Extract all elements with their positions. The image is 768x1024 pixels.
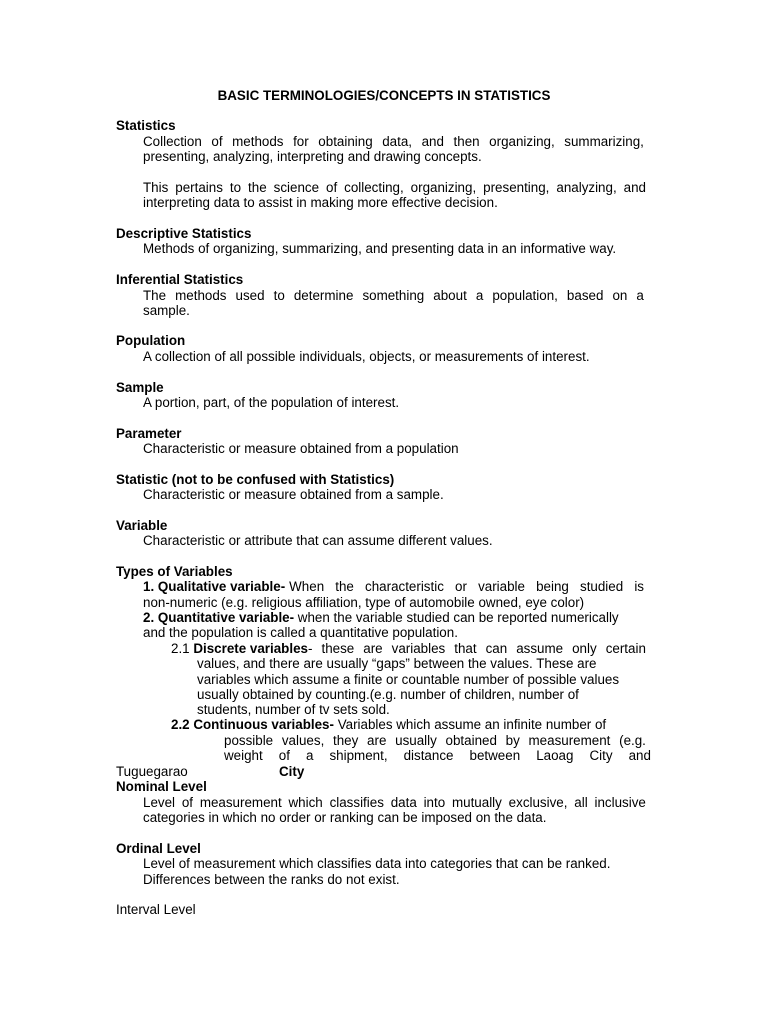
continuous-variables-text: Variables which assume an infinite number of: [333, 717, 607, 732]
variable-heading: Variable: [116, 518, 168, 533]
nominal-level-heading: Nominal Level: [116, 779, 207, 794]
descriptive-statistics-heading: Descriptive Statistics: [116, 226, 252, 241]
justified-word: used: [235, 288, 265, 303]
justified-word: When: [289, 579, 325, 594]
justified-word: obtaining: [318, 134, 373, 149]
justified-word: exclusive,: [508, 795, 568, 810]
justified-word: of: [278, 748, 290, 763]
justified-word: of: [326, 180, 338, 195]
justified-word: a: [475, 288, 484, 303]
sample-definition: A portion, part, of the population of interest.: [143, 395, 400, 410]
qualitative-variable-line-2: non-numeric (e.g. religious affiliation, type of automobile owned, eye color): [143, 595, 585, 610]
justified-word: classifies: [329, 795, 384, 810]
justified-word: shipment,: [329, 748, 388, 763]
justified-word: measurement: [199, 795, 282, 810]
justified-word: are: [363, 641, 383, 656]
inferential-statistics-line-2: sample.: [143, 303, 190, 318]
justified-word: studied: [580, 579, 624, 594]
statistics-definition-line-2: presenting, analyzing, interpreting and drawing concepts.: [143, 149, 482, 164]
justified-word: inclusive: [594, 795, 646, 810]
justified-word: and: [421, 134, 444, 149]
justified-word: that: [454, 641, 477, 656]
quantitative-variable-label: 2. Quantitative variable-: [143, 610, 295, 625]
justified-word: of: [211, 134, 223, 149]
sample-heading: Sample: [116, 380, 164, 395]
justified-word: collecting,: [344, 180, 404, 195]
justified-word: all: [574, 795, 588, 810]
statistics-heading: Statistics: [116, 118, 176, 133]
discrete-variables-line-1: [171, 641, 646, 656]
continuous-variables-line-2: [224, 733, 646, 748]
justified-word: variable: [478, 579, 525, 594]
justified-word: between: [469, 748, 521, 763]
discrete-variables-number: 2.1: [171, 641, 194, 656]
justified-word: assume: [516, 641, 564, 656]
continuous-variables-line-4-place: Tuguegarao: [116, 764, 188, 779]
justified-word: are: [367, 733, 387, 748]
justified-word: -: [307, 641, 313, 656]
justified-word: the: [335, 579, 354, 594]
statistic-definition: Characteristic or measure obtained from a sample.: [143, 487, 444, 502]
justified-word: for: [293, 134, 309, 149]
qualitative-variable-line-1: [143, 579, 644, 594]
justified-word: then: [453, 134, 480, 149]
justified-word: weight: [224, 748, 263, 763]
justified-word: a: [305, 748, 314, 763]
justified-word: about: [433, 288, 467, 303]
justified-word: a: [636, 288, 644, 303]
justified-word: on: [612, 288, 628, 303]
justified-word: (e.g.: [619, 733, 646, 748]
justified-word: organizing,: [410, 180, 477, 195]
ordinal-level-line-2: Differences between the ranks do not exist.: [143, 872, 400, 887]
justified-word: being: [536, 579, 569, 594]
justified-word: which: [288, 795, 323, 810]
justified-word: pertains: [175, 180, 223, 195]
justified-word: only: [572, 641, 597, 656]
quantitative-variable-text: when the variable studied can be reported numerically: [294, 610, 619, 625]
justified-word: data,: [382, 134, 413, 149]
ordinal-level-line-1: Level of measurement which classifies data into categories that can be ranked.: [143, 856, 611, 871]
justified-word: they: [333, 733, 359, 748]
page-title: BASIC TERMINOLOGIES/CONCEPTS IN STATISTICS: [217, 88, 551, 103]
justified-word: Collection: [143, 134, 202, 149]
discrete-variables-line-4: usually obtained by counting.(e.g. number of children, number of: [197, 687, 579, 702]
parameter-definition: Characteristic or measure obtained from a population: [143, 441, 459, 456]
justified-word: possible: [224, 733, 274, 748]
justified-word: methods: [175, 288, 227, 303]
population-definition: A collection of all possible individuals, objects, or measurements of interest.: [143, 349, 590, 364]
justified-word: determine: [293, 288, 354, 303]
justified-word: based: [566, 288, 604, 303]
statistics-science-line-1: [143, 180, 646, 195]
justified-word: variables: [391, 641, 446, 656]
justified-word: certain: [605, 641, 646, 656]
justified-word: The: [143, 288, 167, 303]
variable-definition: Characteristic or attribute that can assume different values.: [143, 533, 493, 548]
justified-word: can: [485, 641, 508, 656]
justified-word: mutually: [451, 795, 502, 810]
justified-word: is: [634, 579, 644, 594]
justified-word: This: [143, 180, 169, 195]
justified-word: population,: [492, 288, 558, 303]
justified-word: measurement: [528, 733, 611, 748]
qualitative-variable-text: [289, 579, 644, 594]
justified-word: these: [321, 641, 355, 656]
justified-word: methods: [232, 134, 284, 149]
discrete-variables-label: Discrete variables: [193, 641, 308, 656]
justified-word: values,: [281, 733, 325, 748]
justified-word: data: [390, 795, 417, 810]
justified-word: organizing,: [489, 134, 555, 149]
justified-word: analyzing,: [556, 180, 617, 195]
justified-word: science: [273, 180, 320, 195]
continuous-variables-label: 2.2 Continuous variables-: [171, 717, 334, 732]
justified-word: presenting,: [483, 180, 550, 195]
quantitative-variable-line-2: and the population is called a quantitative population.: [143, 625, 458, 640]
descriptive-statistics-definition: Methods of organizing, summarizing, and presenting data in an informative way.: [143, 241, 617, 256]
justified-word: obtained: [445, 733, 497, 748]
nominal-level-line-2: categories in which no order or ranking can be imposed on the data.: [143, 810, 547, 825]
quantitative-variable-line-1: [143, 610, 619, 625]
justified-word: and: [628, 748, 651, 763]
discrete-variables-line-3: variables which assume a finite or countable number of possible values: [197, 672, 620, 687]
justified-word: distance: [403, 748, 454, 763]
justified-word: Level: [143, 795, 176, 810]
justified-word: something: [362, 288, 425, 303]
nominal-level-line-1: [143, 795, 646, 810]
justified-word: summarizing,: [564, 134, 644, 149]
justified-word: to: [273, 288, 285, 303]
justified-word: Laoag: [536, 748, 574, 763]
continuous-variables-line-1: [171, 717, 606, 732]
inferential-statistics-heading: Inferential Statistics: [116, 272, 244, 287]
statistics-science-line-2: interpreting data to assist in making more effective decision.: [143, 195, 498, 210]
justified-word: into: [423, 795, 446, 810]
justified-word: to: [229, 180, 242, 195]
qualitative-variable-label: 1. Qualitative variable-: [143, 579, 286, 594]
justified-word: by: [505, 733, 520, 748]
statistic-heading: Statistic (not to be confused with Statistics): [116, 472, 395, 487]
discrete-variables-text: [308, 641, 646, 656]
statistics-definition-line-1: [143, 134, 644, 149]
continuous-variables-line-4-city: City: [279, 764, 305, 779]
discrete-variables-line-2: values, and there are usually “gaps” between the values. These are: [197, 656, 597, 671]
justified-word: the: [248, 180, 267, 195]
parameter-heading: Parameter: [116, 426, 182, 441]
justified-word: of: [181, 795, 193, 810]
discrete-variables-line-5: students, number of tv sets sold.: [197, 702, 390, 717]
justified-word: and: [623, 180, 646, 195]
justified-word: characteristic: [365, 579, 444, 594]
inferential-statistics-line-1: [143, 288, 644, 303]
interval-level-heading: Interval Level: [116, 902, 196, 917]
population-heading: Population: [116, 333, 186, 348]
justified-word: or: [455, 579, 467, 594]
continuous-variables-line-3: [224, 748, 651, 763]
justified-word: usually: [395, 733, 437, 748]
ordinal-level-heading: Ordinal Level: [116, 841, 201, 856]
justified-word: City: [589, 748, 613, 763]
types-of-variables-heading: Types of Variables: [116, 564, 233, 579]
